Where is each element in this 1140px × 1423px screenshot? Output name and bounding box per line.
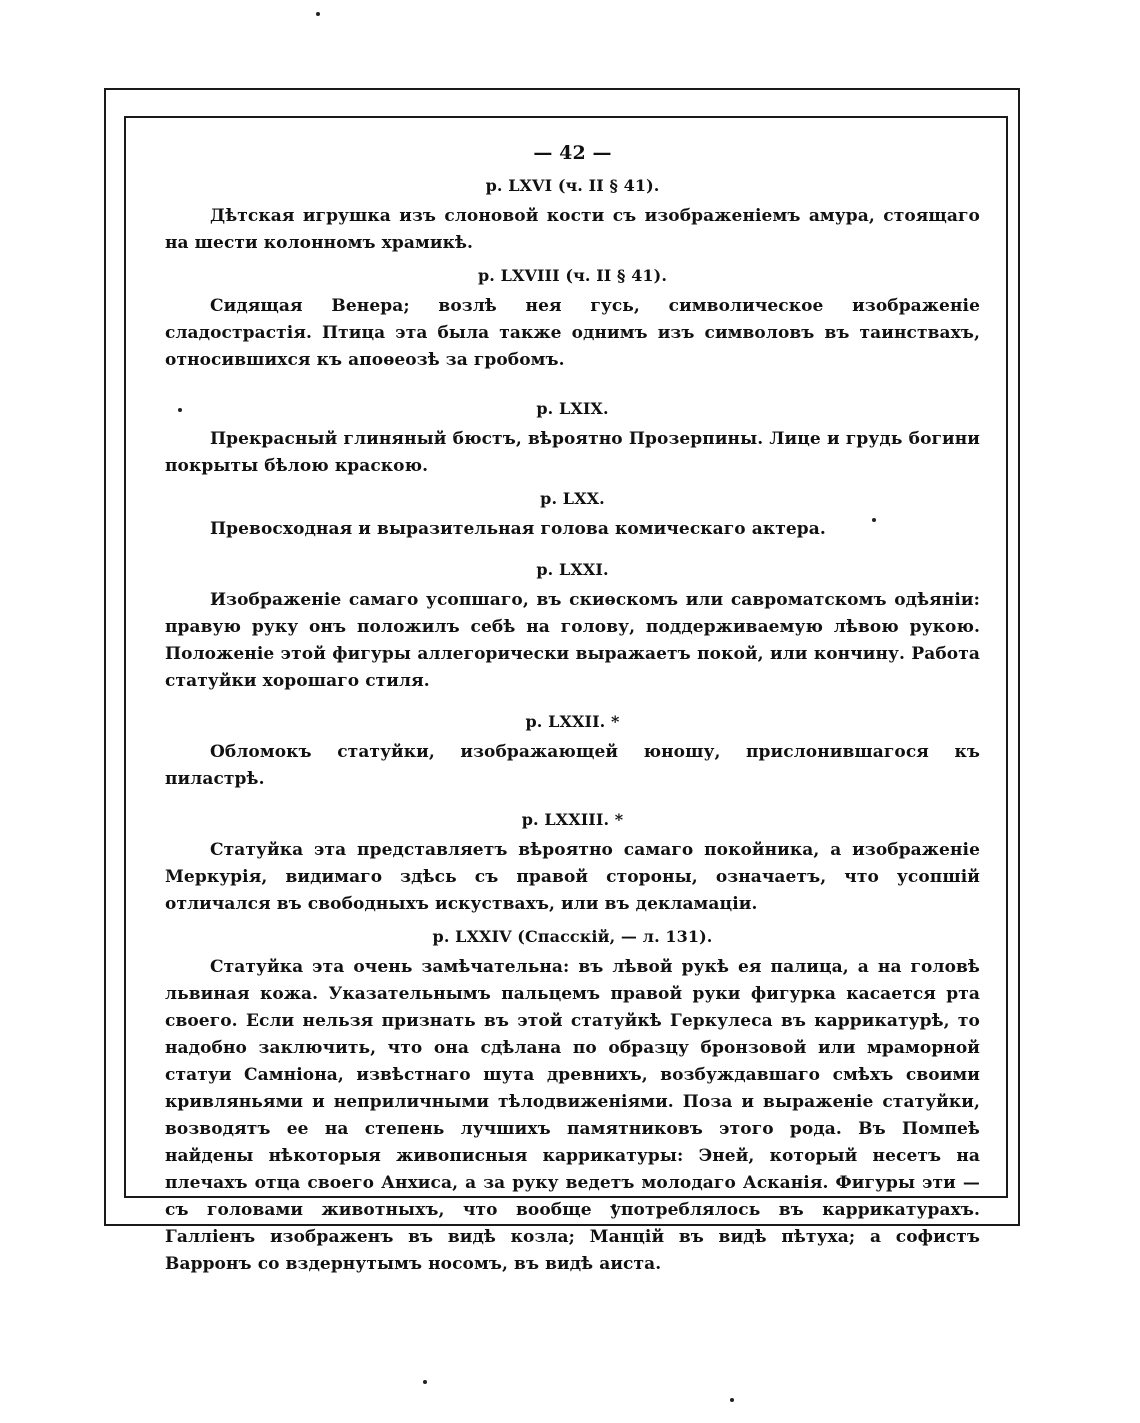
entry-heading: p. LXX. bbox=[540, 489, 605, 508]
entry-lxix bbox=[165, 396, 980, 480]
page-number: — 42 — bbox=[533, 142, 612, 164]
scan-speck bbox=[423, 1380, 427, 1384]
entry-text: Прекрасный глиняный бюстъ, вѣроятно Прозерпины. Лице и грудь богини покрыты бѣлою краскою. bbox=[165, 429, 980, 476]
entry-heading: p. LXXIII. * bbox=[521, 810, 624, 829]
entry-lxxi bbox=[165, 557, 980, 695]
entry-text: Статуйка эта очень замѣчательна: въ лѣвой рукѣ ея палица, а на головѣ львиная кожа. Указательнымъ пальцемъ правой руки фигурка касается рта своего. Если нельзя признать въ этой статуйкѣ Геркулеса въ каррикатурѣ, то надобно заключить, что она сдѣлана по образцу бронзовой или мраморной статуи Самніона, извѣстнаго шута древнихъ, возбуждавшаго смѣхъ своими кривляньями и неприличными тѣлодвиженіями. Поза и выраженіе статуйки, возводятъ ее на степень лучшихъ памятниковъ этого рода. Въ Помпеѣ найдены нѣкоторыя живописныя каррикатуры: Эней, который несетъ на плечахъ отца своего Анхиса, а за руку ведетъ молодаго Асканія. Фигуры эти — съ головами животныхъ, что вообще употреблялось въ каррикатурахъ. Галліенъ изображенъ въ видѣ козла; Манцій въ видѣ пѣтуха; а софистъ Варронъ со вздернутымъ носомъ, въ видѣ аиста. bbox=[165, 957, 980, 1274]
entry-text: Изображеніе самаго усопшаго, въ скиѳскомъ или савроматскомъ одѣяніи: правую руку онъ положилъ себѣ на голову, поддерживаемую лѣвою рукою. Положеніе этой фигуры аллегорически выражаетъ покой, или кончину. Работа статуйки хорошаго стиля. bbox=[165, 590, 980, 691]
entry-text: Сидящая Венера; возлѣ нея гусь, символическое изображеніе сладострастія. Птица эта была также однимъ изъ символовъ въ таинствахъ, относившихся къ апоѳеозѣ за гробомъ. bbox=[165, 296, 980, 370]
entry-lxxiv bbox=[165, 924, 980, 1278]
entry-heading: p. LXVIII (ч. II § 41). bbox=[477, 266, 668, 285]
entry-lxxiii bbox=[165, 807, 980, 918]
scan-speck bbox=[730, 1398, 734, 1402]
entry-heading: p. LXXI. bbox=[536, 560, 609, 579]
entry-text: Обломокъ статуйки, изображающей юношу, прислонившагося къ пиластрѣ. bbox=[165, 742, 980, 789]
entry-heading: p. LXXII. * bbox=[525, 712, 620, 731]
entry-lxviii bbox=[165, 263, 980, 374]
entry-lxx bbox=[165, 486, 980, 543]
entry-lxvi bbox=[165, 173, 980, 257]
entry-text: Дѣтская игрушка изъ слоновой кости съ изображеніемъ амура, стоящаго на шести колонномъ храмикѣ. bbox=[165, 206, 980, 253]
page-content bbox=[165, 140, 980, 1278]
entry-heading: p. LXVI (ч. II § 41). bbox=[485, 176, 660, 195]
entry-heading: p. LXIX. bbox=[536, 399, 609, 418]
entry-text: Превосходная и выразительная голова комическаго актера. bbox=[210, 519, 826, 539]
entry-heading: p. LXXIV (Спасскій, — л. 131). bbox=[432, 927, 713, 946]
scan-speck bbox=[316, 12, 320, 16]
entry-lxxii bbox=[165, 709, 980, 793]
entry-text: Статуйка эта представляетъ вѣроятно самаго покойника, а изображеніе Меркурія, видимаго здѣсь съ правой стороны, означаетъ, что усопшій отличался въ свободныхъ искуствахъ, или въ декламаціи. bbox=[165, 840, 980, 914]
